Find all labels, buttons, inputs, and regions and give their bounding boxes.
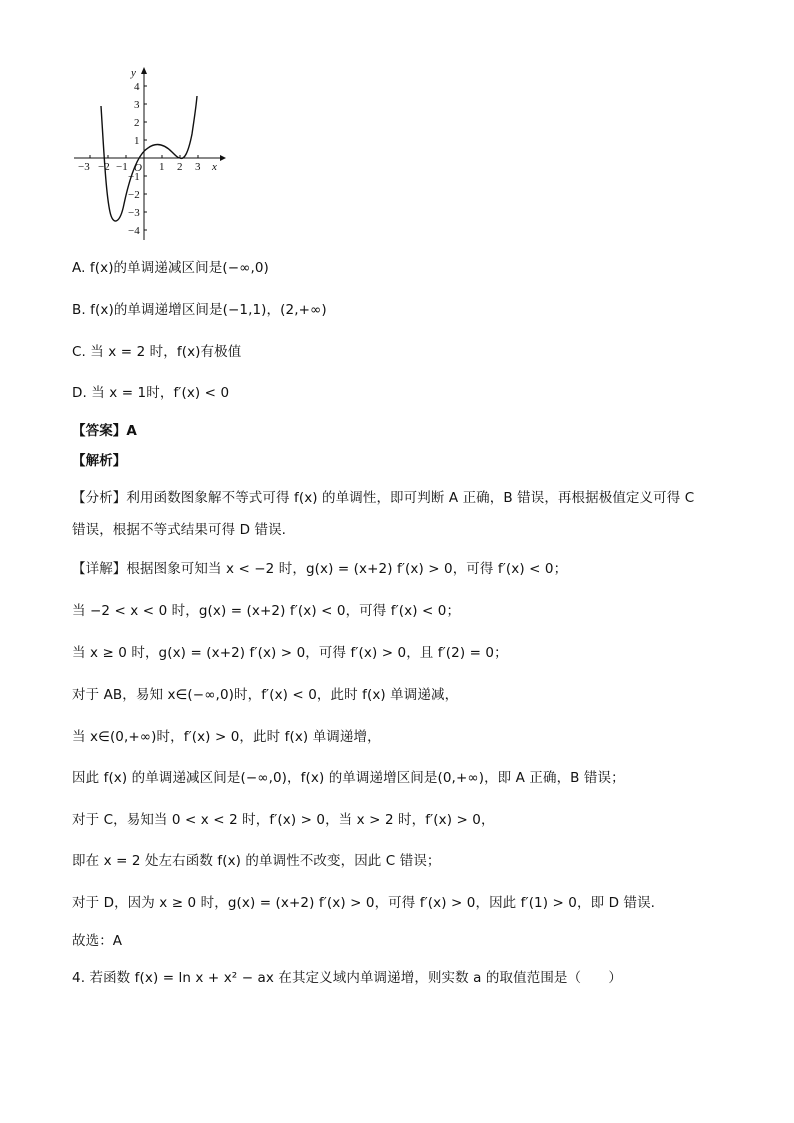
- analysis-line-2: 错误，根据不等式结果可得 D 错误.: [72, 522, 287, 538]
- x-tick-label: −3: [78, 161, 90, 173]
- answer-heading: 【答案】A: [72, 423, 137, 439]
- detail-line-3: 当 x ≥ 0 时，g(x) = (x+2) f′(x) > 0，可得 f′(x) > 0，且 f′(2) = 0；: [72, 645, 508, 661]
- x-tick-label: 2: [177, 161, 183, 173]
- detail-line-8: 即在 x = 2 处左右函数 f(x) 的单调性不改变，因此 C 错误；: [72, 853, 441, 869]
- option-a: A. f(x)的单调递减区间是(−∞,0): [72, 260, 269, 276]
- option-b: B. f(x)的单调递增区间是(−1,1)，(2,+∞): [72, 302, 327, 318]
- x-tick-label: −2: [98, 161, 110, 173]
- question-4: 4. 若函数 f(x) = ln x + x² − ax 在其定义域内单调递增，则实数 a 的取值范围是（ ）: [72, 970, 622, 986]
- y-tick-label: −1: [128, 171, 140, 183]
- y-tick-label: −3: [128, 207, 140, 219]
- detail-line-6: 因此 f(x) 的单调递减区间是(−∞,0)，f(x) 的单调递增区间是(0,+∞)，即 A 正确，B 错误；: [72, 770, 625, 786]
- detail-line-1: 【详解】根据图象可知当 x < −2 时，g(x) = (x+2) f′(x) > 0，可得 f′(x) < 0；: [72, 561, 568, 577]
- analysis-heading: 【解析】: [72, 453, 127, 469]
- y-tick-label: 4: [134, 81, 140, 93]
- option-c: C. 当 x = 2 时，f(x)有极值: [72, 344, 242, 360]
- detail-line-5: 当 x∈(0,+∞)时，f′(x) > 0，此时 f(x) 单调递增，: [72, 729, 381, 745]
- detail-line-4: 对于 AB，易知 x∈(−∞,0)时，f′(x) < 0，此时 f(x) 单调递减，: [72, 687, 459, 703]
- x-axis-label: x: [212, 161, 217, 173]
- y-axis-label: y: [131, 67, 136, 79]
- x-axis-arrow: [220, 155, 226, 161]
- choose-answer: 故选：A: [72, 933, 123, 949]
- origin-label: O: [134, 162, 142, 174]
- detail-line-9: 对于 D，因为 x ≥ 0 时，g(x) = (x+2) f′(x) > 0，可得 f′(x) > 0，因此 f′(1) > 0，即 D 错误.: [72, 895, 656, 911]
- detail-line-2: 当 −2 < x < 0 时，g(x) = (x+2) f′(x) < 0，可得 f′(x) < 0；: [72, 603, 461, 619]
- y-tick-label: 3: [134, 99, 140, 111]
- analysis-line-1: 【分析】利用函数图象解不等式可得 f(x) 的单调性，即可判断 A 正确，B 错误，再根据极值定义可得 C: [72, 490, 695, 506]
- y-tick-label: −2: [128, 189, 140, 201]
- x-tick-label: −1: [116, 161, 128, 173]
- curve-g: [101, 96, 197, 221]
- x-tick-label: 3: [195, 161, 201, 173]
- detail-line-7: 对于 C，易知当 0 < x < 2 时，f′(x) > 0，当 x > 2 时，f′(x) > 0，: [72, 812, 495, 828]
- x-tick-label: 1: [159, 161, 165, 173]
- function-graph: [68, 64, 228, 242]
- y-tick-label: −4: [128, 225, 140, 237]
- y-tick-label: 1: [134, 135, 140, 147]
- y-axis-arrow: [141, 67, 147, 74]
- y-tick-label: 2: [134, 117, 140, 129]
- option-d: D. 当 x = 1时，f′(x) < 0: [72, 385, 230, 401]
